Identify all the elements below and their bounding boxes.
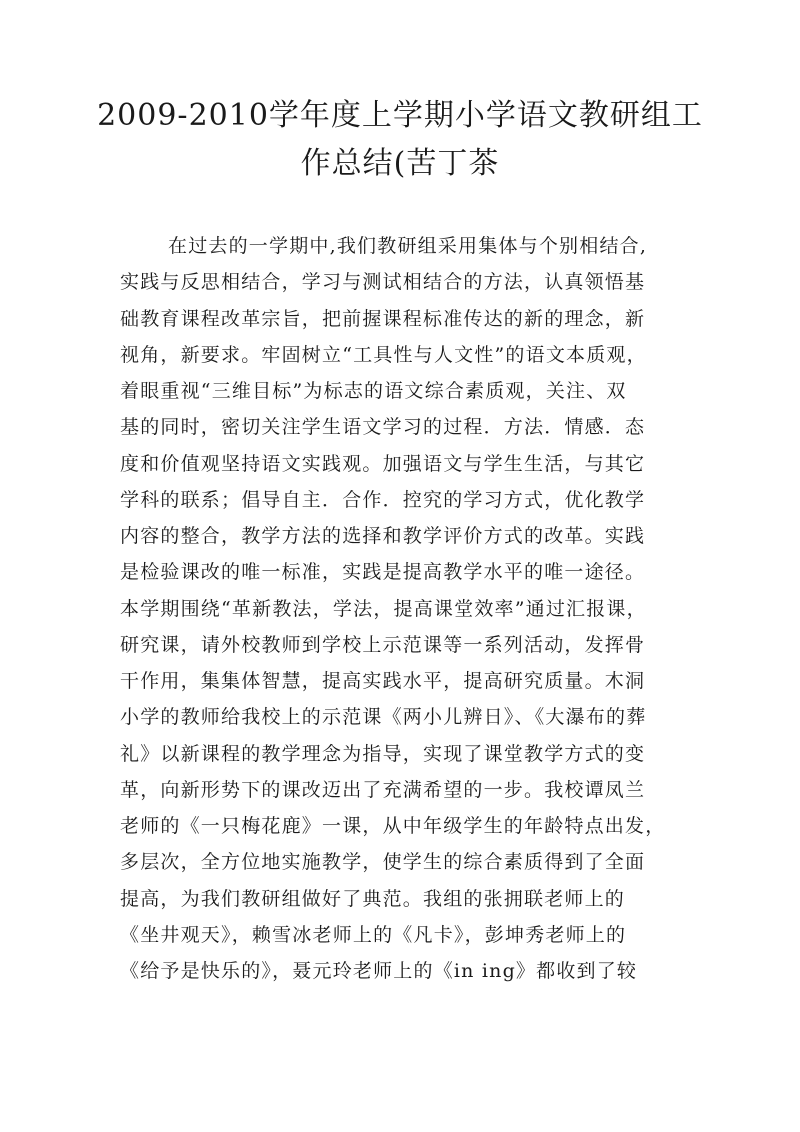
body-line: 学科的联系；倡导自主．合作．控究的学习方式，优化教学: [120, 488, 646, 511]
body-line: 基的同时，密切关注学生语文学习的过程．方法．情感．态: [120, 416, 646, 439]
body-line: 老师的《一只梅花鹿》一课，从中年级学生的年龄特点出发，: [120, 815, 666, 837]
body-line: 研究课，请外校教师到学校上示范课等一系列活动，发挥骨: [120, 633, 646, 656]
document-title: [0, 92, 800, 188]
body-line: 《坐井观天》，赖雪冰老师上的《凡卡》，彭坤秀老师上的: [120, 923, 627, 946]
body-line: 着眼重视“三维目标”为标志的语文综合素质观，关注、双: [120, 380, 627, 402]
title-line-1: 2009-2010学年度上学期小学语文教研组工: [97, 98, 703, 133]
body-paragraph: [120, 228, 690, 989]
body-line: 革，向新形势下的课改迈出了充满希望的一步。我校谭凤兰: [120, 778, 646, 801]
body-line: 本学期围绕“革新教法，学法，提高课堂效率”通过汇报课，: [120, 597, 647, 620]
body-line: 在过去的一学期中,我们教研组采用集体与个别相结合,: [168, 235, 648, 257]
body-line: 度和价值观坚持语文实践观。加强语文与学生生活，与其它: [120, 452, 646, 475]
body-line: 《给予是快乐的》，聂元玲老师上的《in ing》都收到了较: [120, 960, 638, 982]
body-line: 礼》以新课程的教学理念为指导，实现了课堂教学方式的变: [120, 742, 646, 765]
body-line: 是检验课改的唯一标准，实践是提高教学水平的唯一途径。: [120, 561, 646, 584]
body-line: 提高，为我们教研组做好了典范。我组的张拥联老师上的: [120, 887, 626, 910]
body-line: 内容的整合，教学方法的选择和教学评价方式的改革。实践: [120, 525, 646, 547]
body-line: 视角，新要求。牢固树立“工具性与人文性”的语文本质观，: [120, 343, 647, 366]
body-line: 础教育课程改革宗旨，把前握课程标准传达的新的理念，新: [120, 307, 646, 330]
title-line-2: 作总结(苦丁茶: [300, 146, 500, 181]
body-line: 实践与反思相结合，学习与测试相结合的方法，认真领悟基: [120, 271, 646, 294]
body-line: 小学的教师给我校上的示范课《两小儿辨日》、《大瀑布的葬: [120, 706, 647, 729]
body-line: 多层次，全方位地实施教学，使学生的综合素质得到了全面: [120, 851, 646, 874]
body-line: 干作用，集集体智慧，提高实践水平，提高研究质量。木洞: [120, 670, 646, 692]
